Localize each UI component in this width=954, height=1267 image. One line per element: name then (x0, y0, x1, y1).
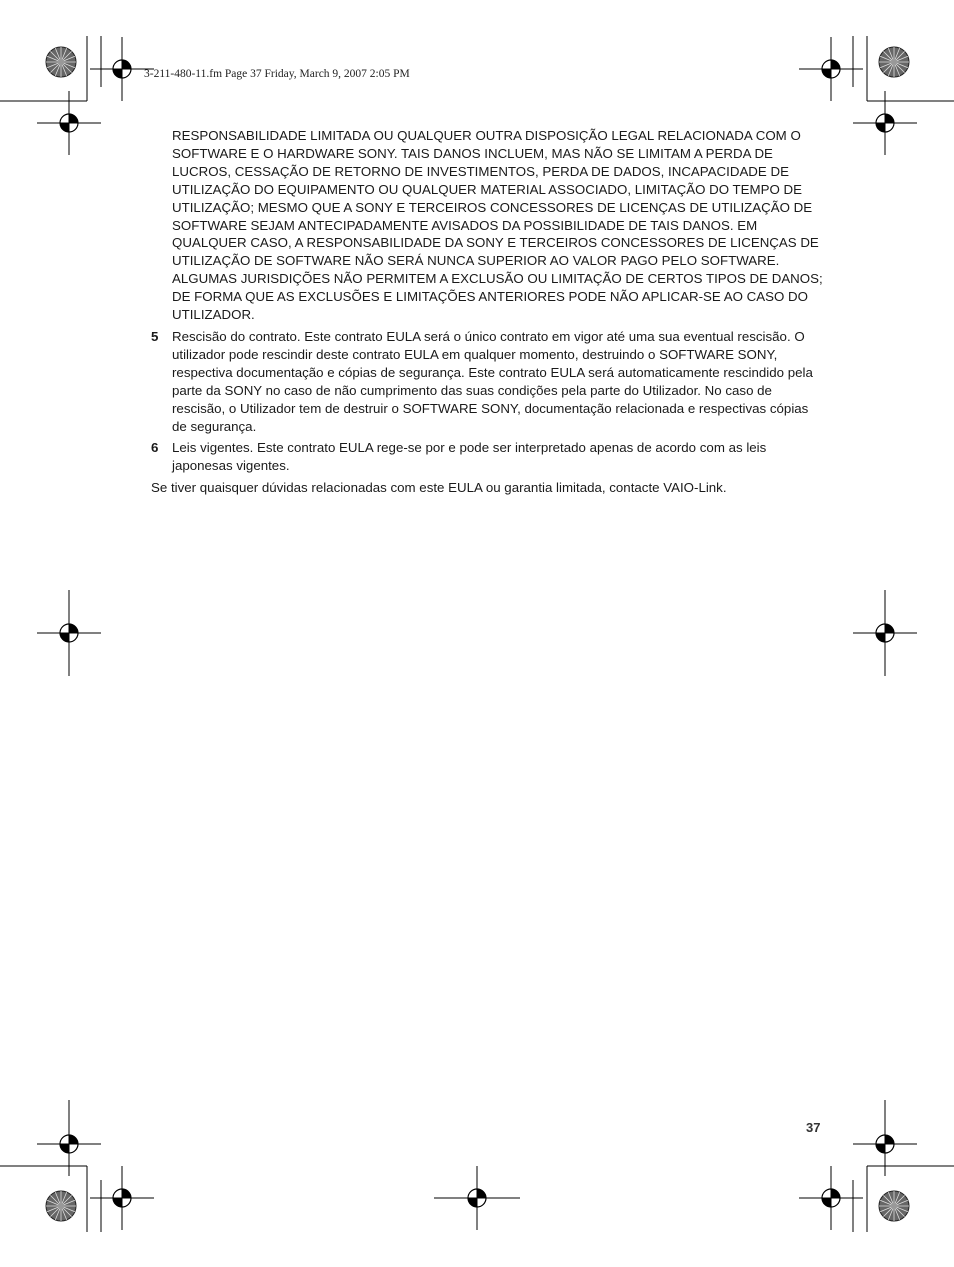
paragraph-continued: RESPONSABILIDADE LIMITADA OU QUALQUER OUTRA DISPOSIÇÃO LEGAL RELACIONADA COM O SOFTWARE E O HARDWARE SONY. TAIS DANOS INCLUEM, MAS NÃO SE LIMITAM A PERDA DE LUCROS, CESSAÇÃO DE RETORNO DE INVESTIMENTOS, PERDA DE DADOS, INCAPACIDADE DE UTILIZAÇÃO DO EQUIPAMENTO OU QUALQUER MATERIAL ASSOCIADO, LIMITAÇÃO DO TEMPO DE UTILIZAÇÃO; MESMO QUE A SONY E TERCEIROS CONCESSORES DE LICENÇAS DE UTILIZAÇÃO DE SOFTWARE SEJAM ANTECIPADAMENTE AVISADOS DA POSSIBILIDADE DE TAIS DANOS. EM QUALQUER CASO, A RESPONSABILIDADE DA SONY E TERCEIROS CONCESSORES DE LICENÇAS DE UTILIZAÇÃO DE SOFTWARE NÃO SERÁ NUNCA SUPERIOR AO VALOR PAGO PELO SOFTWARE. ALGUMAS JURISDIÇÕES NÃO PERMITEM A EXCLUSÃO OU LIMITAÇÃO DE CERTOS TIPOS DE DANOS; DE FORMA QUE AS EXCLUSÕES E LIMITAÇÕES ANTERIORES PODE NÃO APLICAR-SE AO CASO DO UTILIZADOR. (172, 128, 823, 323)
side-marks (69, 590, 885, 676)
color-bar-star-icon (46, 47, 76, 77)
list-item-text: Leis vigentes. Este contrato EULA rege-se por e pode ser interpretado apenas de acordo com as leis japonesas vigentes. (172, 440, 767, 474)
page-number: 37 (806, 1120, 821, 1135)
color-bar-star-icon (879, 47, 909, 77)
list-item-number: 5 (151, 328, 159, 344)
list-item (151, 439, 823, 475)
closing-paragraph: Se tiver quaisquer dúvidas relacionadas com este EULA ou garantia limitada, contacte VAIO-Link. (151, 480, 727, 496)
main-content (151, 127, 823, 497)
file-header: 3-211-480-11.fm Page 37 Friday, March 9, 2007 2:05 PM (144, 68, 410, 80)
color-bar-star-icon (46, 1191, 76, 1221)
color-bar-star-icon (879, 1191, 909, 1221)
list-item-text: Rescisão do contrato. Este contrato EULA será o único contrato em vigor até uma sua eventual rescisão. O utilizador pode rescindir deste contrato EULA em qualquer momento, destruindo o SOFTWARE SONY, respectiva documentação e cópias de segurança. Este contrato EULA será automaticamente rescindido pela parte da SONY no caso de não cumprimento das suas condições pela parte do Utilizador. No caso de rescisão, o Utilizador tem de destruir o SOFTWARE SONY, documentação relacionada e respectivas cópias de segurança. (172, 328, 813, 434)
registration-mark-icon (90, 1166, 154, 1230)
list-item-number: 6 (151, 440, 159, 456)
list-item (151, 328, 823, 435)
